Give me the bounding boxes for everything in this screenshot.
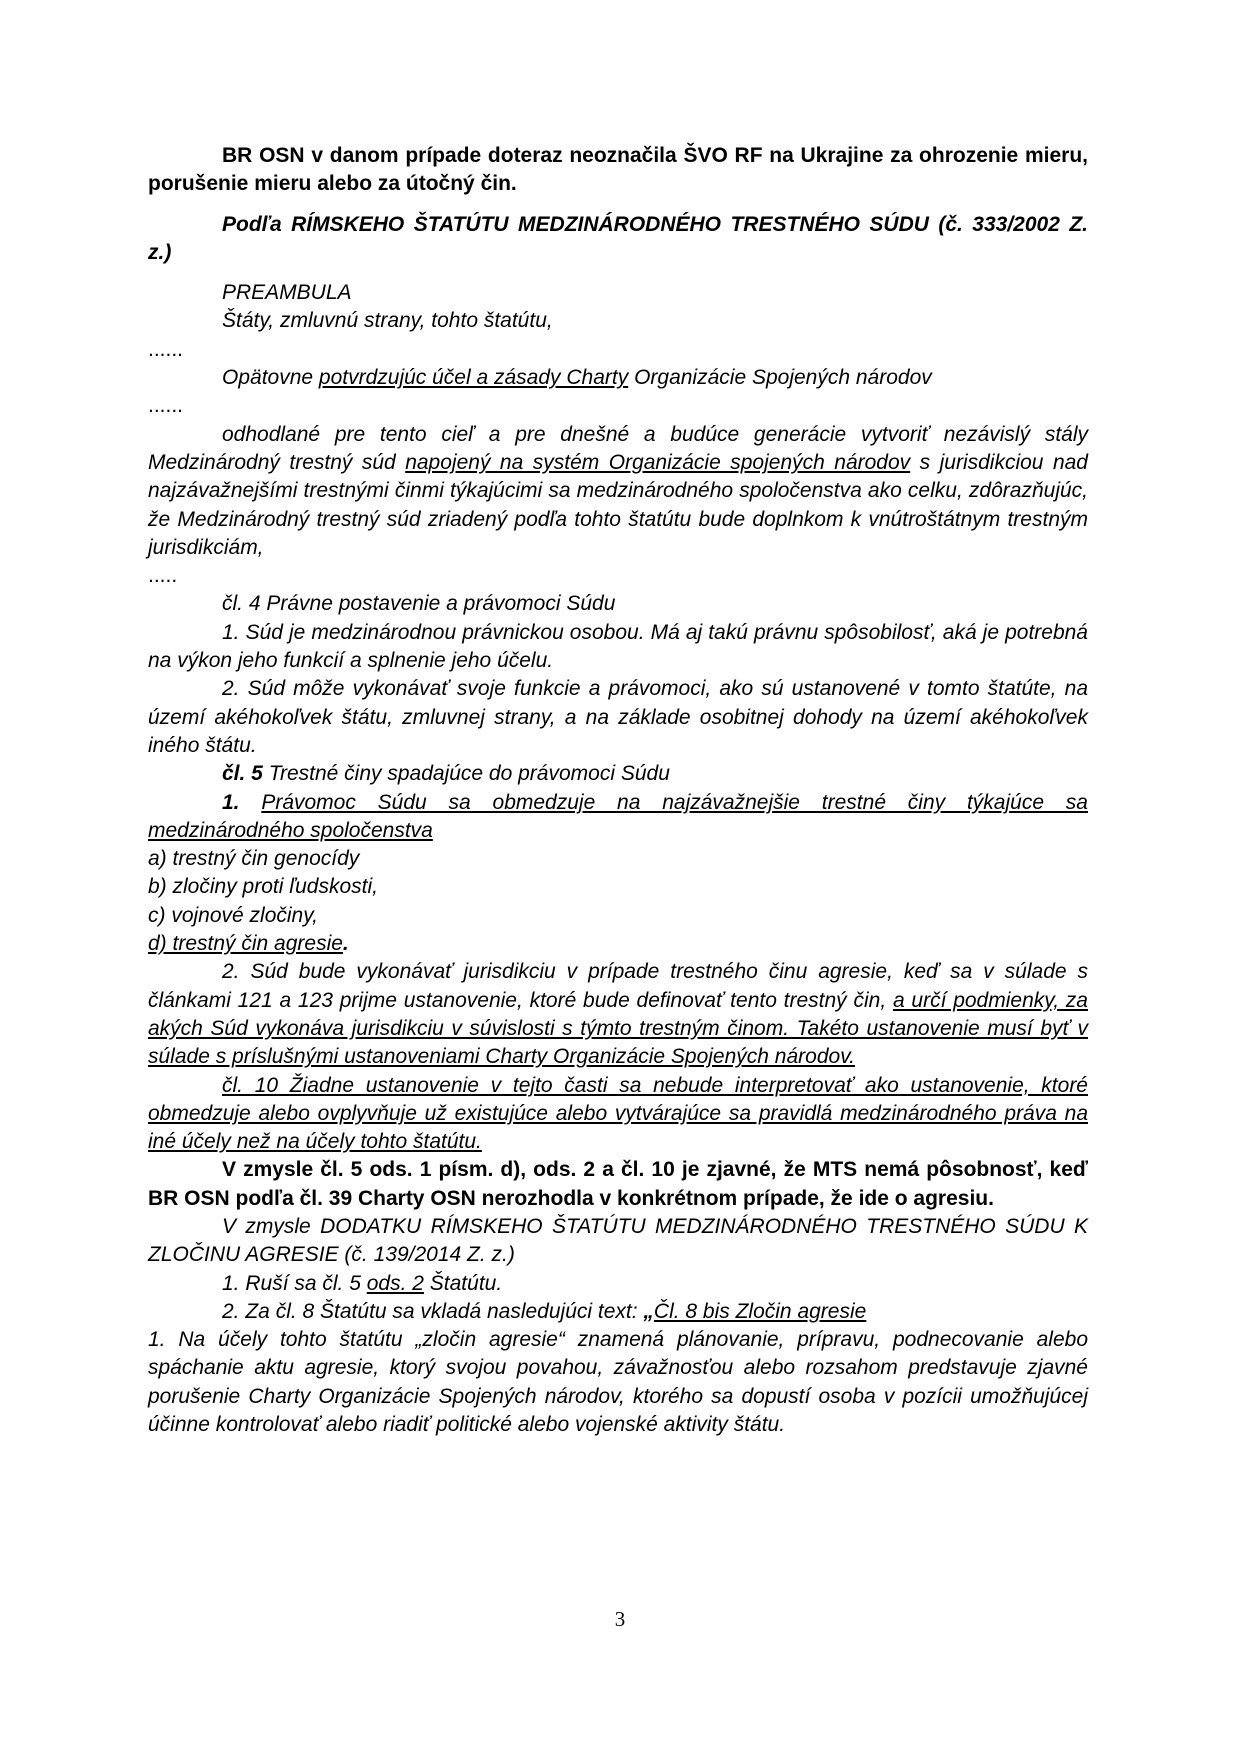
preamble-resolved <box>148 421 1088 562</box>
resolved-text-post: s jurisdikciou nad najzávažnejšími trestnými činmi týkajúcimi sa medzinárodného spoločenstva ako celku, zdôrazňujúc, že Medzinárodný trestný súd zriadený podľa tohto štatútu bude doplnkom k vnútroštátnym trestným jurisdikciám, <box>148 450 1088 559</box>
resolved-text-pre: odhodlané pre tento cieľ a pre dnešné a budúce generácie vytvoriť nezávislý stály Medzinárodný trestný súd <box>148 422 1088 474</box>
resolved-text-underlined: napojený na systém Organizácie spojených národov <box>405 450 911 474</box>
preamble-states-line: Štáty, zmluvnú strany, tohto štatútu, <box>222 309 553 333</box>
article5-para2-underlined: a určí podmienky, za akých Súd vykonáva jurisdikciu v súvislosti s týmto trestným činom. Takéto ustanovenie musí byť v súlade s príslušnými ustanoveniami Charty Organizácie Spojených národov. <box>148 988 1088 1069</box>
article5-item-a: a) trestný čin genocídy <box>148 847 360 871</box>
intro-paragraph: BR OSN v danom prípade doteraz neoznačila ŠVO RF na Ukrajine za ohrozenie mieru, porušenie mieru alebo za útočný čin. <box>148 144 1088 196</box>
reaffirm-text-pre: Opätovne <box>222 366 319 390</box>
preamble-reaffirm <box>148 364 1088 392</box>
aggression-definition: 1. Na účely tohto štatútu „zločin agresie“ znamená plánovanie, prípravu, podnecovanie alebo spáchanie aktu agresie, ktorý svojou povahou, závažnosťou alebo rozsahom predstavuje zjavné porušenie Charty Organizácie Spojených národov, ktorého sa dopustí osoba v pozícii umožňujúcej účinne kontrolovať alebo riadiť politické alebo vojenské aktivity štátu. <box>148 1328 1088 1437</box>
article5-heading <box>148 760 1088 788</box>
ellipsis-2: ...... <box>148 394 184 418</box>
article10-paragraph: čl. 10 Žiadne ustanovenie v tejto časti sa nebude interpretovať ako ustanovenie, ktoré obmedzuje alebo ovplyvňuje už existujúce alebo vytvárajúce sa pravidlá medzinárodného práva na iné účely než na účely tohto štatútu. <box>148 1073 1088 1154</box>
article5-item-c: c) vojnové zločiny, <box>148 903 319 927</box>
amendment-item1 <box>148 1270 1088 1298</box>
article5-number: čl. 5 <box>222 762 263 786</box>
reaffirm-text-underlined: potvrdzujúc účel a zásady Charty <box>318 366 629 390</box>
article5-para1-number: 1. <box>222 790 240 814</box>
conclusion-paragraph: V zmysle čl. 5 ods. 1 písm. d), ods. 2 a čl. 10 je zjavné, že MTS nemá pôsobnosť, keď BR OSN podľa čl. 39 Charty OSN nerozhodla v konkrétnom prípade, že ide o agresiu. <box>148 1158 1088 1210</box>
amendment-item1-underlined: ods. 2 <box>366 1271 424 1295</box>
ellipsis-1: ...... <box>148 337 184 361</box>
statute-title: Podľa RÍMSKEHO ŠTATÚTU MEDZINÁRODNÉHO TRESTNÉHO SÚDU (č. 333/2002 Z. z.) <box>148 212 1088 264</box>
page-number: 3 <box>614 1607 626 1631</box>
article4-heading: čl. 4 Právne postavenie a právomoci Súdu <box>222 592 616 616</box>
article5-para2-pre: 2. Súd bude vykonávať jurisdikciu v prípade trestného činu agresie, keď sa v súlade s článkami 121 a 123 prijme ustanovenie, ktoré bude definovať tento trestný čin, <box>148 960 1088 1012</box>
article5-para2 <box>148 958 1088 1071</box>
article5-para1 <box>148 789 1088 846</box>
article5-item-b: b) zločiny proti ľudskosti, <box>148 875 378 899</box>
preamble-heading: PREAMBULA <box>222 281 352 305</box>
amendment-title: V zmysle DODATKU RÍMSKEHO ŠTATÚTU MEDZINÁRODNÉHO TRESTNÉHO SÚDU K ZLOČINU AGRESIE (č. 139/2014 Z. z.) <box>148 1214 1088 1267</box>
amendment-item2 <box>148 1298 1088 1326</box>
article4-para2: 2. Súd môže vykonávať svoje funkcie a právomoci, ako sú ustanovené v tomto štatúte, na území akéhokoľvek štátu, zmluvnej strany, a na základe osobitnej dohody na území akéhokoľvek iného štátu. <box>148 677 1088 757</box>
reaffirm-text-post: Organizácie Spojených národov <box>628 366 932 390</box>
amendment-item1-pre: 1. Ruší sa čl. 5 <box>222 1271 367 1295</box>
amendment-item2-pre: 2. Za čl. 8 Štatútu sa vkladá nasledujúci text: <box>222 1299 644 1323</box>
article5-para1-text: Právomoc Súdu sa obmedzuje na najzávažnejšie trestné činy týkajúce sa medzinárodného spoločenstva <box>148 790 1088 842</box>
article4-para1: 1. Súd je medzinárodnou právnickou osobou. Má aj takú právnu spôsobilosť, aká je potrebná na výkon jeho funkcií a splnenie jeho účelu. <box>148 620 1088 673</box>
amendment-item2-quote: „ <box>643 1299 654 1323</box>
article5-item-d <box>148 930 1088 958</box>
page-body <box>148 142 1088 1439</box>
ellipsis-3: ..... <box>148 564 178 588</box>
amendment-item1-post: Štatútu. <box>423 1271 503 1295</box>
article5-item-d-period: . <box>342 932 349 956</box>
amendment-item2-underlined: Čl. 8 bis Zločin agresie <box>653 1299 867 1323</box>
article5-item-d-text: d) trestný čin agresie <box>148 932 343 956</box>
article5-title: Trestné činy spadajúce do právomoci Súdu <box>262 762 670 786</box>
